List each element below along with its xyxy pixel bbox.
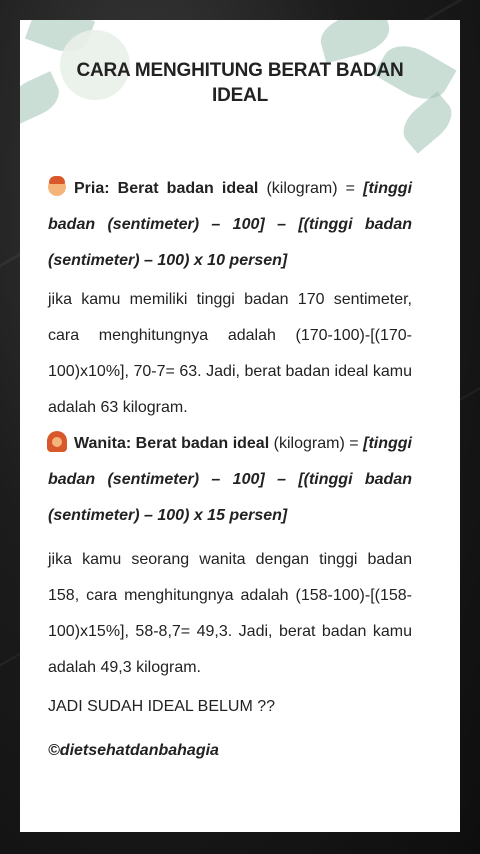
page-title: CARA MENGHITUNG BERAT BADAN IDEAL	[76, 60, 404, 106]
pria-formula: [tinggi badan (sentimeter) – 100] – [(tinggi badan (sentimeter) – 100) x 10 persen]	[48, 180, 413, 269]
man-icon	[48, 178, 66, 196]
wanita-unit: (kilogram) =	[273, 435, 359, 452]
wanita-formula: [tinggi badan (sentimeter) – 100] – [(tinggi badan (sentimeter) – 100) x 15 persen]	[48, 435, 412, 524]
pria-label: Pria: Berat badan ideal	[74, 180, 259, 197]
credit-text: ©dietsehatdanbahagia	[48, 742, 219, 759]
woman-icon	[48, 433, 66, 451]
pria-unit: (kilogram) =	[266, 180, 356, 197]
rule-pria	[48, 171, 412, 279]
rule-wanita	[48, 426, 412, 534]
content-card	[20, 20, 460, 832]
example-pria: jika kamu memiliki tinggi badan 170 sentimeter, cara menghitungnya adalah (170-100)-[(170-100)x10%], 70-7= 63. Jadi, berat badan ideal kamu adalah 63 kilogram.	[48, 291, 412, 416]
wanita-label: Wanita: Berat badan ideal	[74, 435, 270, 452]
closing-text: JADI SUDAH IDEAL BELUM ??	[48, 698, 276, 715]
example-wanita: jika kamu seorang wanita dengan tinggi badan 158, cara menghitungnya adalah (158-100)-[(158-100)x15%], 58-8,7= 49,3. Jadi, berat badan kamu adalah 49,3 kilogram.	[48, 551, 412, 676]
